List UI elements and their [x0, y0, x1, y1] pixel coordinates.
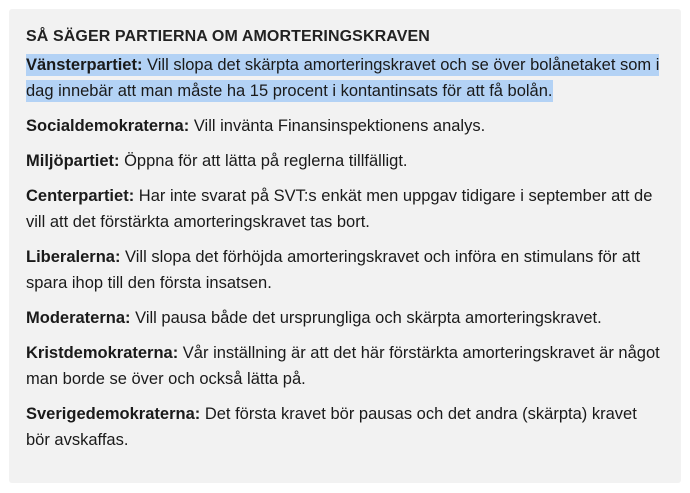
party-statement: Vill invänta Finansinspektionens analys.	[189, 117, 486, 135]
party-paragraph-sverigedemokraterna	[26, 401, 665, 453]
party-statement: Har inte svarat på SVT:s enkät men uppgav tidigare i september att de vill att det förstärkta amorteringskravet tas bort.	[26, 187, 653, 231]
info-box	[9, 9, 681, 483]
party-paragraph-socialdemokraterna	[26, 113, 665, 139]
party-name: Socialdemokraterna:	[26, 117, 190, 135]
party-paragraph-vansterpartiet[interactable]	[26, 52, 665, 104]
party-paragraph-liberalerna	[26, 244, 665, 296]
party-name: Liberalerna:	[26, 248, 121, 266]
party-statement: Öppna för att lätta på reglerna tillfälligt.	[119, 152, 408, 170]
party-statement: Vill pausa både det ursprungliga och skärpta amorteringskravet.	[130, 309, 602, 327]
party-name: Moderaterna:	[26, 309, 131, 327]
party-paragraph-miljopartiet	[26, 148, 665, 174]
party-name: Centerpartiet:	[26, 187, 135, 205]
selected-text[interactable]	[26, 54, 659, 102]
party-statement: Det första kravet bör pausas och det andra (skärpta) kravet bör avskaffas.	[26, 405, 637, 449]
party-statement: Vår inställning är att det här förstärkta amorteringskravet är något man borde se över och också lätta på.	[26, 344, 660, 388]
party-paragraph-kristdemokraterna	[26, 340, 665, 392]
party-name: Vänsterpartiet:	[26, 56, 143, 74]
party-name: Kristdemokraterna:	[26, 344, 179, 362]
party-statement: Vill slopa det förhöjda amorteringskravet och införa en stimulans för att spara ihop till den första insatsen.	[26, 248, 641, 292]
party-name: Sverigedemokraterna:	[26, 405, 201, 423]
box-heading: SÅ SÄGER PARTIERNA OM AMORTERINGSKRAVEN	[26, 28, 430, 45]
party-name: Miljöpartiet:	[26, 152, 120, 170]
party-paragraph-centerpartiet	[26, 183, 665, 235]
party-paragraph-moderaterna	[26, 305, 665, 331]
party-statement: Vill slopa det skärpta amorteringskravet och se över bolånetaket som i dag innebär att man måste ha 15 procent i kontantinsats för att få bolån.	[26, 56, 660, 100]
